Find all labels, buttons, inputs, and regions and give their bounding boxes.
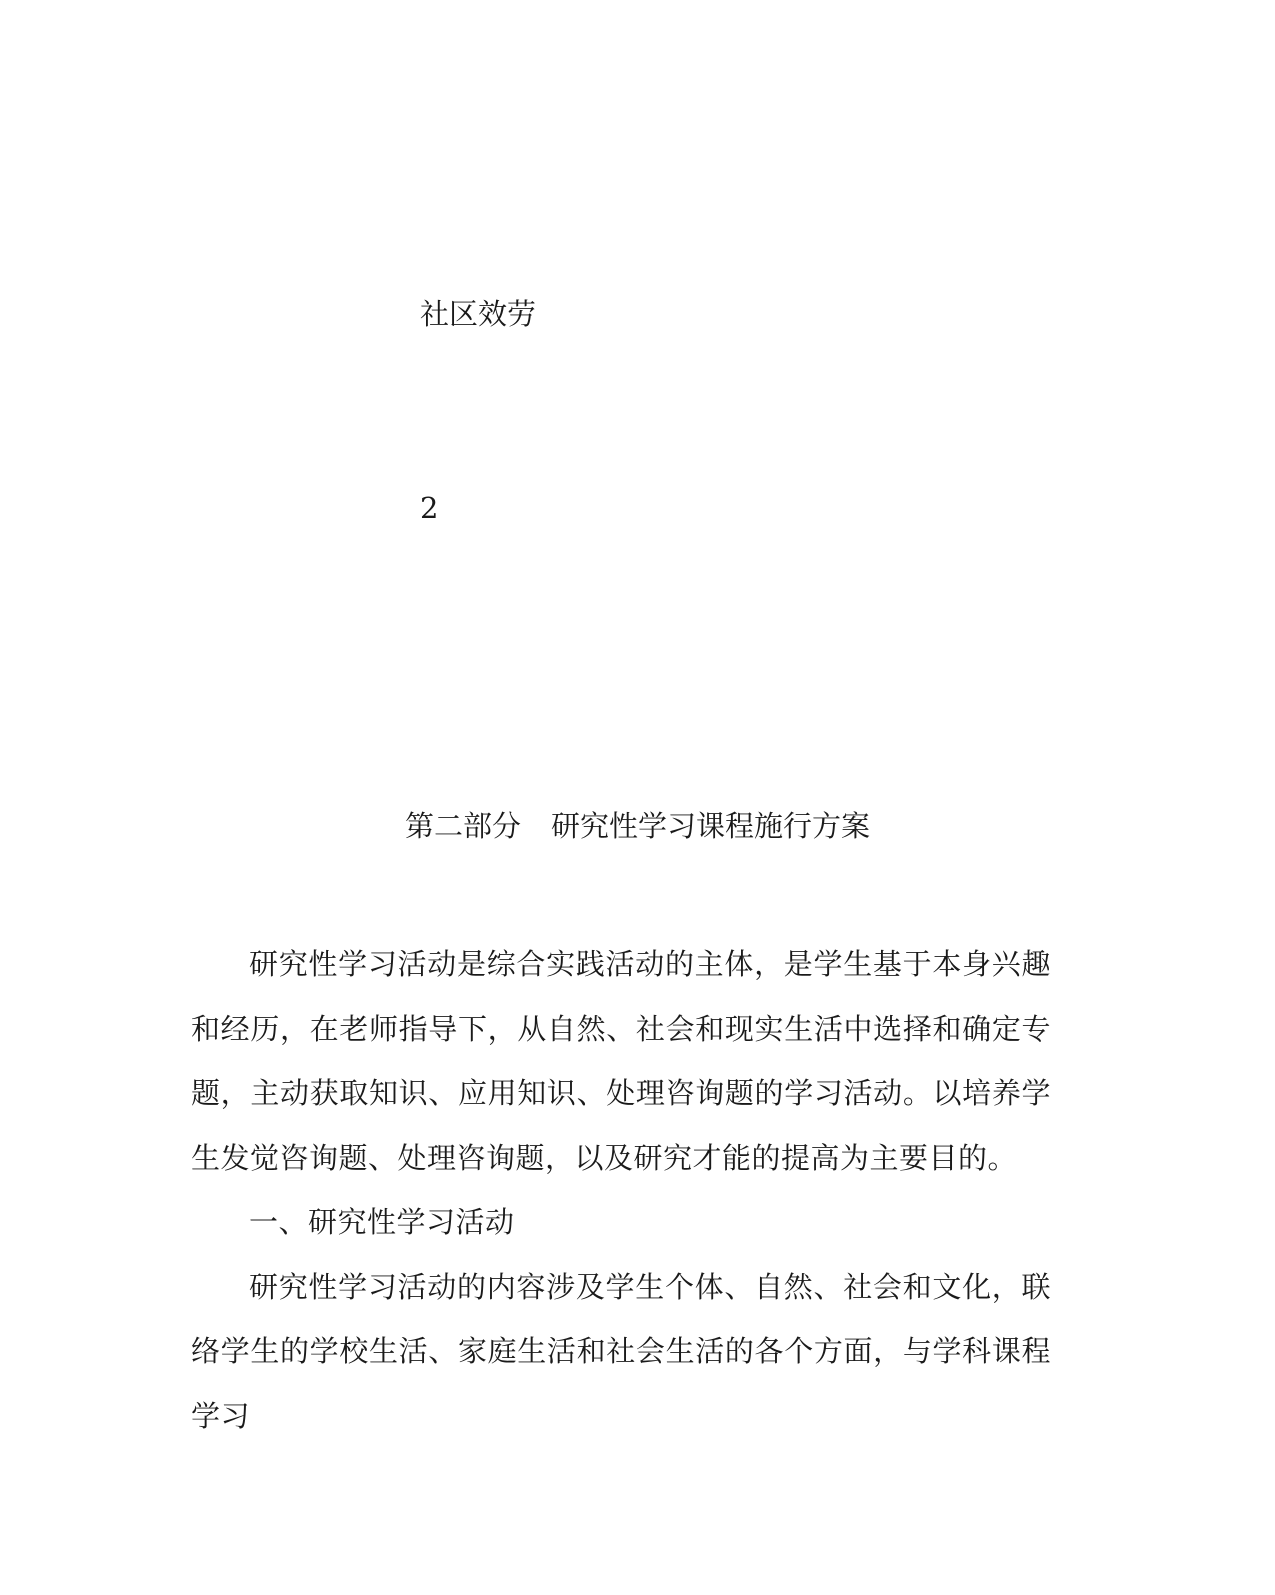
section-part-label: 第二部分 — [404, 809, 521, 843]
section-title-text: 研究性学习课程施行方案 — [551, 809, 871, 843]
body-text — [191, 932, 1051, 1448]
paragraph-content: 研究性学习活动的内容涉及学生个体、自然、社会和文化，联络学生的学校生活、家庭生活和社会生活的各个方面，与学科课程学习 — [191, 1269, 1051, 1433]
table-cell-number: 2 — [420, 491, 439, 525]
subheading: 一、研究性学习活动 — [249, 1205, 515, 1239]
table-cell-label: 社区效劳 — [420, 297, 537, 331]
paragraph-intro: 研究性学习活动是综合实践活动的主体，是学生基于本身兴趣和经历，在老师指导下，从自然、社会和现实生活中选择和确定专题，主动获取知识、应用知识、处理咨询题的学习活动。以培养学生发觉咨询题、处理咨询题，以及研究才能的提高为主要目的。 — [191, 947, 1051, 1175]
section-title — [0, 808, 1275, 844]
